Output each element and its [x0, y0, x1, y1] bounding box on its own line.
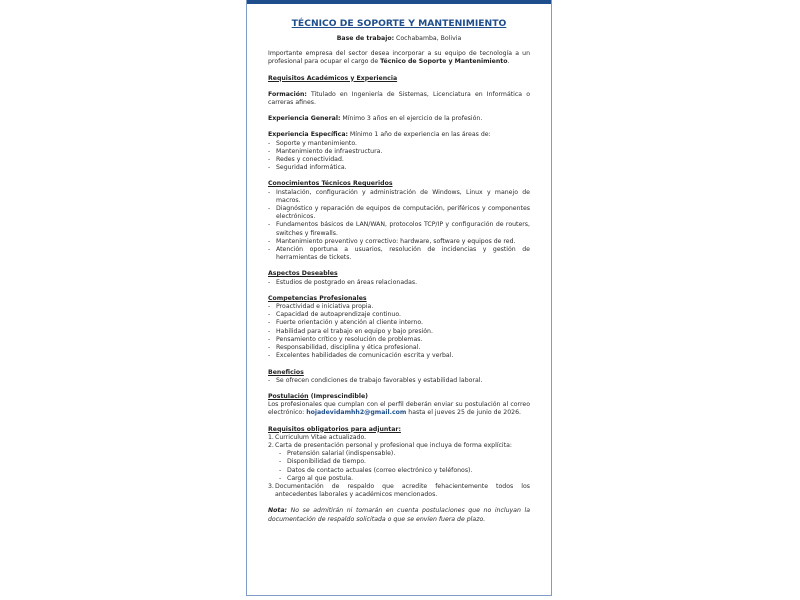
list-item: - Estudios de postgrado en áreas relacionadas.: [268, 278, 418, 286]
list-item: - Proactividad e iniciativa propia.: [268, 303, 374, 311]
list-item-text: Mantenimiento preventivo y correctivo: hardware, software y equipos de red.: [276, 237, 516, 245]
application-text-1: Los profesionales que cumplan con el perfil deberán enviar su postulación al correo electrónico:: [268, 401, 530, 417]
section-heading-desirable: Aspectos Deseables: [268, 270, 338, 278]
intro-text: Importante empresa del sector desea incorporar a su equipo de tecnología a un profesional para ocupar el cargo de: [268, 50, 530, 66]
list-item-text: Datos de contacto actuales (correo electrónico y teléfonos).: [287, 466, 473, 474]
list-item-text: Responsabilidad, disciplina y ética profesional.: [276, 344, 421, 352]
list-item: - Se ofrecen condiciones de trabajo favorables y estabilidad laboral.: [268, 376, 483, 384]
base-value: Cochabamba, Bolivia: [394, 35, 462, 42]
document-content: [268, 18, 530, 524]
list-item-text: Redes y conectividad.: [276, 156, 344, 164]
formacion-text: Titulado en Ingeniería de Sistemas, Licenciatura en Informática o carreras afines.: [268, 90, 530, 107]
list-item-text: Seguridad informática.: [276, 164, 347, 172]
list-item-text: Mantenimiento de infraestructura.: [276, 147, 383, 155]
application-email-link[interactable]: hojadevidamhh2@gmail.com: [306, 409, 407, 417]
benefits-list: [268, 377, 530, 385]
note-label: Nota:: [268, 507, 288, 515]
list-item-text: Fuerte orientación y atención al cliente interno.: [276, 319, 423, 327]
list-item-text: Habilidad para el trabajo en equipo y bajo presión.: [276, 327, 433, 335]
list-item-text: Estudios de postgrado en áreas relacionadas.: [276, 278, 418, 286]
exp-general-text: Mínimo 3 años en el ejercicio de la profesión.: [340, 115, 483, 123]
list-item-text: Excelentes habilidades de comunicación escrita y verbal.: [276, 352, 454, 360]
list-item: - Mantenimiento de infraestructura.: [268, 147, 383, 155]
list-item-text: Capacidad de autoaprendizaje continuo.: [276, 311, 401, 319]
note-paragraph: [268, 507, 530, 523]
list-item-text: Soporte y mantenimiento.: [276, 139, 357, 147]
list-item: - Responsabilidad, disciplina y ética profesional.: [268, 344, 421, 352]
list-item-text: Instalación, configuración y administración de Windows, Linux y manejo de macros.: [276, 188, 530, 204]
list-item-text: Fundamentos básicos de LAN/WAN, protocolos TCP/IP y configuración de routers, switches y firewalls.: [276, 221, 530, 237]
list-item-text: Diagnóstico y reparación de equipos de computación, periféricos y componentes electrónicos.: [276, 205, 530, 221]
list-item-text: Disponibilidad de tiempo.: [287, 458, 367, 466]
intro-paragraph: [268, 50, 530, 66]
list-item: - Pensamiento crítico y resolución de problemas.: [268, 335, 423, 343]
base-label: Base de trabajo:: [336, 35, 395, 42]
knowledge-list: [268, 189, 530, 263]
competencies-list: [268, 303, 530, 360]
list-item: - Pretensión salarial (indispensable).: [279, 450, 396, 458]
mandatory-sublist: [275, 450, 530, 483]
section-heading-benefits: Beneficios: [268, 368, 304, 376]
exp-general-label: Experiencia General:: [268, 115, 341, 123]
list-item: - Atención oportuna a usuarios, resolución de incidencias y gestión de herramientas de tickets.: [268, 246, 530, 262]
list-item: - Seguridad informática.: [268, 164, 347, 172]
exp-especifica-text: Mínimo 1 año de experiencia en las áreas de:: [347, 131, 491, 139]
list-item: - Cargo al que postula.: [279, 474, 354, 482]
list-item: 3. Documentación de respaldo que acredite fehacientemente todos los antecedentes laborales y académicos mencionados.: [268, 482, 530, 499]
list-item: 2. Carta de presentación personal y profesional que incluya de forma explícita: - Pretensión salarial (indispensable). - Disponibilidad de tiempo. - Datos de contacto actuales (correo electrónico y teléfonos). - Cargo al que postula.: [268, 442, 530, 483]
exp-especifica-paragraph: [268, 131, 530, 139]
list-item-text: Pensamiento crítico y resolución de problemas.: [276, 335, 423, 343]
exp-general-paragraph: [268, 115, 530, 123]
list-item-text: Cargo al que postula.: [287, 474, 354, 482]
section-heading-mandatory: Requisitos obligatorios para adjuntar:: [268, 425, 401, 433]
application-paragraph: [268, 401, 530, 417]
intro-position: Técnico de Soporte y Mantenimiento: [380, 58, 508, 66]
list-item-text: Documentación de respaldo que acredite fehacientemente todos los antecedentes laborales y académicos mencionados.: [275, 482, 530, 499]
formacion-paragraph: [268, 91, 530, 107]
section-heading-requirements: Requisitos Académicos y Experiencia: [268, 74, 398, 82]
list-item-text: Curriculum Vitae actualizado.: [275, 433, 367, 441]
list-item-text: Atención oportuna a usuarios, resolución de incidencias y gestión de herramientas de tickets.: [276, 246, 530, 262]
work-location: [268, 35, 530, 43]
section-heading-knowledge: Conocimientos Técnicos Requeridos: [268, 180, 393, 188]
application-heading-line: [268, 393, 530, 401]
list-item: - Fundamentos básicos de LAN/WAN, protocolos TCP/IP y configuración de routers, switches y firewalls.: [268, 221, 530, 237]
list-item: - Capacidad de autoaprendizaje continuo.: [268, 311, 401, 319]
list-item: - Diagnóstico y reparación de equipos de computación, periféricos y componentes electrónicos.: [268, 205, 530, 221]
top-accent-bar: [247, 0, 551, 4]
list-item: - Habilidad para el trabajo en equipo y bajo presión.: [268, 327, 433, 335]
section-heading-application: Postulación: [268, 392, 309, 400]
section-heading-competencies: Competencias Profesionales: [268, 294, 367, 302]
formacion-label: Formación:: [268, 90, 307, 98]
list-item: - Instalación, configuración y administración de Windows, Linux y manejo de macros.: [268, 188, 530, 204]
exp-especifica-list: [268, 140, 530, 173]
page-title: TÉCNICO DE SOPORTE Y MANTENIMIENTO: [291, 18, 507, 29]
list-item: - Excelentes habilidades de comunicación escrita y verbal.: [268, 352, 454, 360]
list-item-text: Pretensión salarial (indispensable).: [287, 450, 396, 458]
list-item: 1. Curriculum Vitae actualizado.: [268, 433, 367, 441]
mandatory-list: [268, 434, 530, 500]
intro-end: .: [507, 58, 510, 66]
list-item-text: Carta de presentación personal y profesional que incluya de forma explícita:: [275, 441, 512, 449]
list-item: - Datos de contacto actuales (correo electrónico y teléfonos).: [279, 466, 473, 474]
list-item: - Mantenimiento preventivo y correctivo: hardware, software y equipos de red.: [268, 237, 516, 245]
desirable-list: [268, 279, 530, 287]
exp-especifica-label: Experiencia Específica:: [268, 131, 348, 139]
list-item-text: Proactividad e iniciativa propia.: [276, 303, 374, 311]
note-text: No se admitirán ni tomarán en cuenta postulaciones que no incluyan la documentación de respaldo solicitada o que se envíen fuera de plazo.: [268, 507, 530, 523]
list-item: - Redes y conectividad.: [268, 156, 344, 164]
list-item: - Fuerte orientación y atención al cliente interno.: [268, 319, 423, 327]
list-item: - Soporte y mantenimiento.: [268, 139, 357, 147]
application-text-2: hasta el jueves 25 de junio de 2026.: [406, 409, 522, 417]
list-item-text: Se ofrecen condiciones de trabajo favorables y estabilidad laboral.: [276, 376, 483, 384]
job-posting-document: [246, 0, 552, 596]
application-heading-suffix: (Imprescindible): [308, 392, 368, 400]
list-item: - Disponibilidad de tiempo.: [279, 458, 367, 466]
